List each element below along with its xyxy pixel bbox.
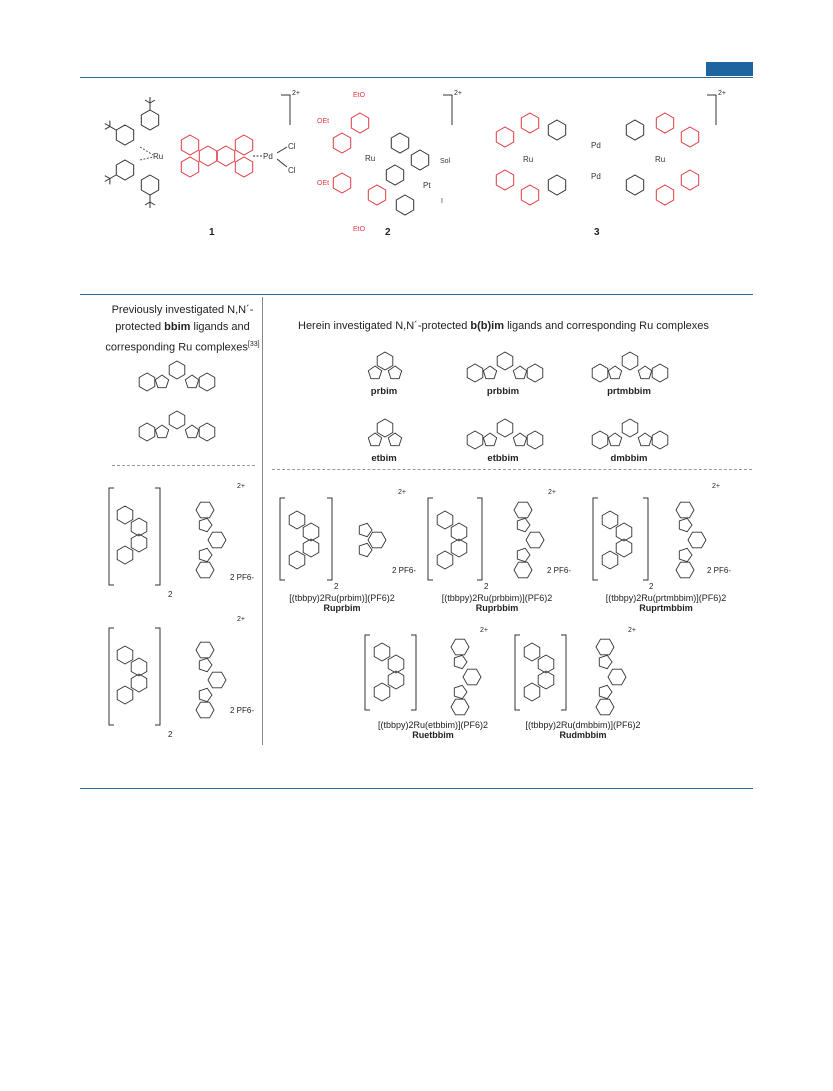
compound-number-2: 2	[385, 227, 391, 238]
compound-3-bridge	[548, 120, 643, 195]
bottom-rule	[80, 788, 753, 789]
svg-text:Ru: Ru	[365, 154, 376, 163]
compound-number-3: 3	[594, 227, 600, 238]
svg-text:OEt: OEt	[317, 118, 330, 125]
compound-2-bipyridine	[386, 133, 428, 215]
bracket-subscript-right-3: 2	[649, 582, 654, 591]
middle-rule	[80, 294, 753, 295]
svg-text:OEt: OEt	[317, 180, 330, 187]
counterion-right-3: 2 PF6-	[707, 566, 732, 575]
complex-label-ruprbim: [(tbbpy)2Ru(prbim)](PF6)2 Ruprbim	[289, 593, 395, 613]
charge-label-3: 2+	[718, 90, 726, 97]
compound-1-bridging-ligand	[181, 135, 252, 177]
compound-number-1: 1	[209, 227, 215, 238]
svg-text:Pd: Pd	[263, 152, 273, 161]
charge-right-5: 2+	[628, 627, 636, 634]
charge-right-3: 2+	[712, 483, 720, 490]
svg-text:Ru: Ru	[523, 155, 534, 164]
counterion-left-1: 2 PF6-	[230, 573, 255, 582]
charge-left-2: 2+	[237, 616, 245, 623]
ligand-label-prbim: prbim	[370, 386, 398, 397]
charge-left-1: 2+	[237, 483, 245, 490]
compound-2-ester-ligands	[333, 113, 385, 205]
compound-1-structure	[102, 97, 158, 208]
bracket-subscript-left-2: 2	[168, 730, 173, 739]
complex-label-rudmbbim: [(tbbpy)2Ru(dmbbim)](PF6)2 Rudmbbim	[525, 720, 641, 740]
ligand-complex-structures-svg	[95, 340, 755, 740]
ligand-label-prtmbbim: prtmbbim	[607, 386, 651, 397]
charge-right-4: 2+	[480, 627, 488, 634]
charge-label-1: 2+	[292, 90, 300, 97]
svg-text:I: I	[441, 198, 443, 205]
bracket-subscript-right-2: 2	[484, 582, 489, 591]
charge-right-2: 2+	[548, 489, 556, 496]
right-header: Herein investigated N,N´-protected b(b)im ligands and corresponding Ru complexes	[298, 320, 709, 332]
svg-text:Pd: Pd	[591, 141, 601, 150]
svg-text:Cl: Cl	[288, 142, 296, 151]
counterion-right-1: 2 PF6-	[392, 566, 417, 575]
ligand-label-etbim: etbim	[371, 453, 397, 464]
svg-text:Pt: Pt	[423, 181, 431, 190]
svg-text:EtO: EtO	[353, 92, 366, 99]
top-structures-svg	[95, 85, 755, 245]
svg-text:Cl: Cl	[288, 166, 296, 175]
charge-right-1: 2+	[398, 489, 406, 496]
complex-label-ruetbbim: [(tbbpy)2Ru(etbbim)](PF6)2 Ruetbbim	[377, 720, 489, 740]
ligand-label-dmbbim: dmbbim	[610, 453, 648, 464]
charge-label-2: 2+	[454, 90, 462, 97]
ligand-label-etbbim: etbbim	[487, 453, 519, 464]
complex-label-ruprtmbbim: [(tbbpy)2Ru(prtmbbim)](PF6)2 Ruprtmbbim	[605, 593, 727, 613]
complex-label-ruprbbim: [(tbbpy)2Ru(prbbim)](PF6)2 Ruprbbim	[441, 593, 553, 613]
ligand-label-prbbim: prbbim	[486, 386, 520, 397]
svg-text:Ru: Ru	[153, 152, 164, 161]
left-header: Previously investigated N,N´- protected bbim ligands and corresponding Ru complexes[33]	[105, 304, 260, 354]
svg-text:Sol: Sol	[440, 158, 451, 165]
counterion-left-2: 2 PF6-	[230, 706, 255, 715]
bracket-subscript-right-1: 2	[334, 582, 339, 591]
top-rule	[80, 77, 753, 78]
svg-text:EtO: EtO	[353, 226, 366, 233]
counterion-right-2: 2 PF6-	[547, 566, 572, 575]
page-tab	[706, 62, 753, 76]
bracket-subscript-left-1: 2	[168, 590, 173, 599]
svg-text:Ru: Ru	[655, 155, 666, 164]
svg-text:Pd: Pd	[591, 172, 601, 181]
